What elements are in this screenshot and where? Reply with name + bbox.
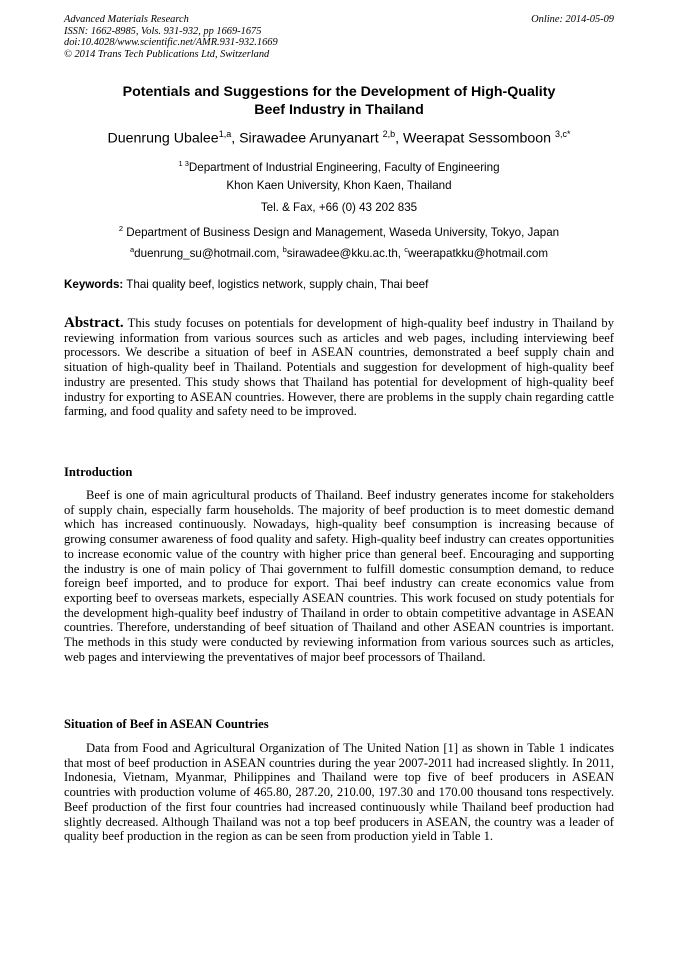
author-name: Weerapat Sessomboon <box>403 130 555 147</box>
title-line-2: Beef Industry in Thailand <box>254 102 424 118</box>
email-mark: a <box>130 245 135 254</box>
journal-doi: doi:10.4028/www.scientific.net/AMR.931-932.1669 <box>64 37 278 49</box>
abstract-text: This study focuses on potentials for development of high-quality beef industry in Thailand by reviewing information from various sources such as articles and web pages, including interviewing beef processors. We describe a situation of beef in ASEAN countries, demonstrated a beef supply chain and situation of high-quality beef in Thailand. Potentials and suggestion for development of high-quality beef industry are presented. This study shows that Thailand has potential for development of high-quality beef industry for exporting to ASEAN countries. However, there are problems in the supply chain regarding cattle farming, and food quality and safety need to be improved. <box>64 316 614 419</box>
author-affiliation-mark: 2,b <box>382 129 396 139</box>
section-heading-asean: Situation of Beef in ASEAN Countries <box>64 717 269 731</box>
introduction-body: Beef is one of main agricultural products of Thailand. Beef industry generates income for stakeholders of supply chain, especially farm households. The majority of beef production is to meet domestic demand which has increased continuously. Nowadays, high-quality beef consumption is increasing because of growing consumer awareness of food quality and safety. High-quality beef industry can creates opportunities to increase economic value of the country with higher price than general beef. Encouraging and supporting the industry is one of main policy of Thai government to fulfill domestic consumption demand, to reduce foreign beef imported, and to produce for export. Thai beef industry can create economics value from exporting beef to overseas markets, especially ASEAN countries. This work focused on study potentials for the development high-quality beef industry of Thailand in order to obtain competitive advantage in ASEAN countries. Therefore, understanding of beef situation of Thailand and other ASEAN countries is important. The methods in this study were conducted by reviewing information from various sources such as articles, web pages and interviewing the preventatives of major beef processors of Thailand. <box>64 488 614 664</box>
email-address: sirawadee@kku.ac.th, <box>286 246 405 260</box>
email-mark: b <box>282 245 287 254</box>
author-affiliation-mark: 1,a <box>218 129 232 139</box>
affiliation-2 <box>40 222 638 240</box>
affiliation-mark: 1 3 <box>178 159 189 168</box>
email-mark: c <box>404 245 408 254</box>
author-emails <box>40 243 638 261</box>
affiliation-1-city: Khon Kaen University, Khon Kaen, Thailand <box>226 179 452 192</box>
online-date: Online: 2014-05-09 <box>531 14 614 25</box>
abstract-label: Abstract. <box>64 315 124 331</box>
affiliation-mark: 2 <box>118 224 124 233</box>
keywords <box>64 278 428 292</box>
title-line-1: Potentials and Suggestions for the Development of High-Quality <box>122 84 556 100</box>
author-list <box>40 124 638 149</box>
asean-section-body: Data from Food and Agricultural Organization of The United Nation [1] as shown in Table 1 indicates that most of beef production in ASEAN countries during the year 2007-2011 had increased slightly. In 2011, Indonesia, Vietnam, Myanmar, Philippines and Thailand were top five of beef producers in ASEAN countries with production volume of 465.80, 287.20, 210.00, 197.30 and 170.00 thousand tons respectively. Beef production of the first four countries had increased continuously while Thailand beef production had slightly decreased. Although Thailand was not a top beef producers in ASEAN, the country was a leader of quality beef production in the region as can be seen from production yield in Table 1. <box>64 741 614 844</box>
affiliation-phone: Tel. & Fax, +66 (0) 43 202 835 <box>260 201 418 214</box>
affiliation-text: Department of Business Design and Management, Waseda University, Tokyo, Japan <box>123 225 560 239</box>
email-address: weerapatkku@hotmail.com <box>407 246 548 260</box>
author-name: Sirawadee Arunyanart <box>239 130 383 147</box>
journal-copyright: © 2014 Trans Tech Publications Ltd, Switzerland <box>64 48 270 60</box>
keywords-text: Thai quality beef, logistics network, supply chain, Thai beef <box>123 278 429 291</box>
author-separator: , <box>395 130 404 147</box>
abstract <box>64 316 614 419</box>
journal-header <box>64 14 278 60</box>
keywords-label: Keywords: <box>64 278 124 291</box>
affiliation-1 <box>40 157 638 175</box>
journal-issn: ISSN: 1662-8985, Vols. 931-932, pp 1669-1675 <box>64 25 262 37</box>
journal-name: Advanced Materials Research <box>64 14 189 25</box>
paper-title <box>64 83 614 119</box>
author-name: Duenrung Ubalee <box>107 130 219 147</box>
section-heading-introduction: Introduction <box>64 465 133 479</box>
affiliation-text: Department of Industrial Engineering, Faculty of Engineering <box>188 160 500 174</box>
author-affiliation-mark: 3,c* <box>555 129 571 139</box>
email-address: duenrung_su@hotmail.com, <box>134 246 283 260</box>
author-separator: , <box>231 130 240 147</box>
